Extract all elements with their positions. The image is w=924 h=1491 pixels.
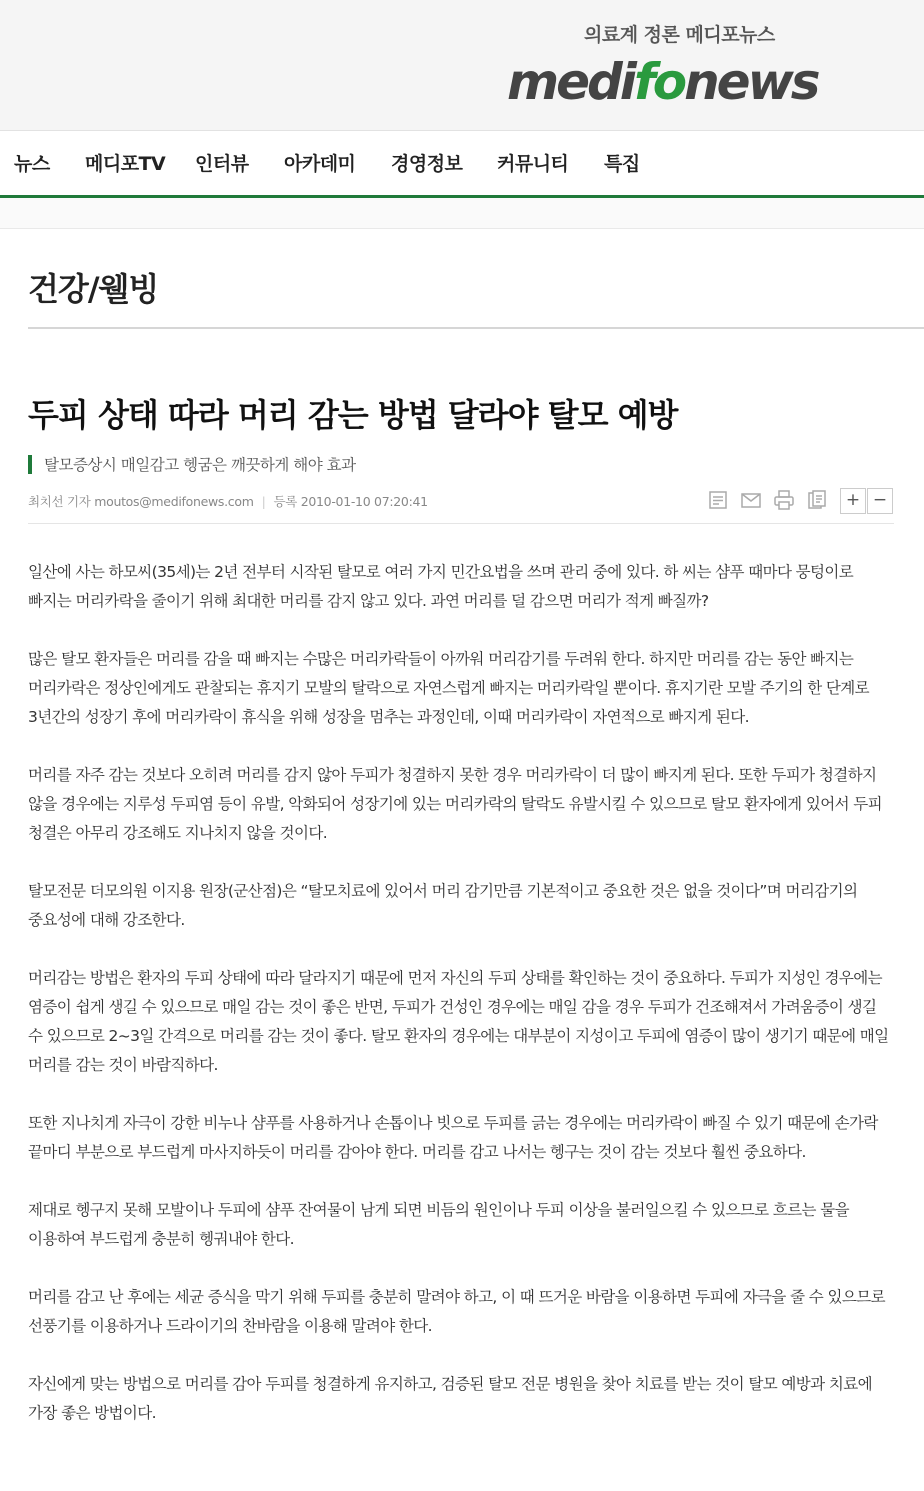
article-list-icon[interactable] bbox=[706, 488, 730, 512]
article-paragraph: 또한 지나치게 자극이 강한 비누나 샴푸를 사용하거나 손톱이나 빗으로 두피를 긁는 경우에는 머리카락이 빠질 수 있기 때문에 손가락 끝마디 부분으로 부드럽게 마사지하듯이 머리를 감아야 한다. 머리를 감고 나서는 헹구는 것이 감는 것보다 훨씬 중요하다. bbox=[28, 1114, 878, 1161]
subtitle-accent-bar bbox=[28, 455, 32, 474]
article-paragraph: 머리를 자주 감는 것보다 오히려 머리를 감지 않아 두피가 청결하지 못한 경우 머리카락이 더 많이 빠지게 된다. 또한 두피가 청결하지 않을 경우에는 지루성 두피염 등이 유발, 악화되어 성장기에 있는 머리카락의 탈락도 유발시킬 수 있으므로 탈모 환자에게 있어서 두피 청결은 아무리 강조해도 지나치지 않을 것이다. bbox=[28, 766, 883, 842]
article-paragraph: 제대로 헹구지 못해 모발이나 두피에 샴푸 잔여물이 남게 되면 비듬의 원인이나 두피 이상을 불러일으킬 수 있으므로 흐르는 물을 이용하여 부드럽게 충분히 헹궈내야 한다. bbox=[28, 1201, 849, 1248]
byline-date: 등록 2010-01-10 07:20:41 bbox=[273, 494, 428, 509]
article-paragraph: 많은 탈모 환자들은 머리를 감을 때 빠지는 수많은 머리카락들이 아까워 머리감기를 두려워 한다. 하지만 머리를 감는 동안 빠지는 머리카락은 정상인에게도 관찰되는 휴지기 모발의 탈락으로 자연스럽게 빠지는 머리카락일 뿐이다. 휴지기란 모발 주기의 한 단계로 3년간의 성장기 후에 머리카락이 휴식을 위해 성장을 멈추는 과정인데, 이때 머리카락이 자연적으로 빠지게 된다. bbox=[28, 650, 870, 726]
nav-spacer bbox=[0, 198, 924, 229]
nav-item-management[interactable]: 경영정보 bbox=[391, 153, 463, 175]
byline-separator: | bbox=[261, 494, 266, 509]
section-divider bbox=[28, 327, 924, 329]
scrap-icon[interactable] bbox=[805, 488, 829, 512]
section-title: 건강/웰빙 bbox=[28, 270, 159, 308]
site-header bbox=[0, 0, 924, 130]
logo-part-medi: medi bbox=[507, 53, 634, 111]
article-paragraph: 머리를 감고 난 후에는 세균 증식을 막기 위해 두피를 충분히 말려야 하고, 이 때 뜨거운 바람을 이용하면 두피에 자극을 줄 수 있으므로 선풍기를 이용하거나 드라이기의 찬바람을 이용해 말려야 한다. bbox=[28, 1288, 885, 1335]
article-paragraph: 자신에게 맞는 방법으로 머리를 감아 두피를 청결하게 유지하고, 검증된 탈모 전문 병원을 찾아 치료를 받는 것이 탈모 예방과 치료에 가장 좋은 방법이다. bbox=[28, 1375, 872, 1422]
nav-item-interview[interactable]: 인터뷰 bbox=[195, 153, 249, 175]
article-body bbox=[28, 558, 894, 1457]
nav-item-special[interactable]: 특집 bbox=[604, 153, 640, 175]
article-paragraph: 머리감는 방법은 환자의 두피 상태에 따라 달라지기 때문에 먼저 자신의 두피 상태를 확인하는 것이 중요하다. 두피가 지성인 경우에는 염증이 쉽게 생길 수 있으므로 매일 감는 것이 좋은 반면, 두피가 건성인 경우에는 매일 감을 경우 두피가 건조해져서 가려움증이 생길 수 있으므로 2~3일 간격으로 머리를 감는 것이 좋다. 탈모 환자의 경우에는 대부분이 지성이고 두피에 염증이 많이 생기기 때문에 매일 머리를 감는 것이 바람직하다. bbox=[28, 969, 889, 1074]
article-paragraph: 일산에 사는 하모씨(35세)는 2년 전부터 시작된 탈모로 여러 가지 민간요법을 쓰며 관리 중에 있다. 하 씨는 샴푸 때마다 뭉텅이로 빠지는 머리카락을 줄이기 위해 최대한 머리를 감지 않고 있다. 과연 머리를 덜 감으면 머리가 적게 빠질까? bbox=[28, 563, 854, 610]
nav-item-academy[interactable]: 아카데미 bbox=[284, 153, 356, 175]
article-subtitle: 탈모증상시 매일감고 헹굼은 깨끗하게 해야 효과 bbox=[44, 456, 356, 474]
print-icon[interactable] bbox=[772, 488, 796, 512]
nav-item-community[interactable]: 커뮤니티 bbox=[497, 153, 569, 175]
medifonews-logo[interactable] bbox=[507, 52, 818, 124]
article-paragraph: 탈모전문 더모의원 이지용 원장(군산점)은 “탈모치료에 있어서 머리 감기만큼 기본적이고 중요한 것은 없을 것이다”며 머리감기의 중요성에 대해 강조한다. bbox=[28, 882, 858, 929]
logo-part-fo: fo bbox=[633, 53, 685, 111]
main-nav bbox=[0, 130, 924, 196]
zoom-out-button[interactable]: − bbox=[867, 488, 893, 514]
byline-divider bbox=[28, 523, 894, 524]
nav-item-news[interactable]: 뉴스 bbox=[14, 153, 50, 175]
email-icon[interactable] bbox=[739, 488, 763, 512]
byline-author: 최치선 기자 moutos@medifonews.com bbox=[28, 494, 254, 509]
nav-item-medifotv[interactable]: 메디포TV bbox=[85, 153, 166, 175]
site-tagline: 의료계 정론 메디포뉴스 bbox=[584, 24, 775, 46]
zoom-in-button[interactable]: + bbox=[840, 488, 866, 514]
article-title: 두피 상태 따라 머리 감는 방법 달라야 탈모 예방 bbox=[28, 396, 678, 434]
logo-part-news: news bbox=[684, 53, 818, 111]
article-byline bbox=[28, 492, 428, 510]
